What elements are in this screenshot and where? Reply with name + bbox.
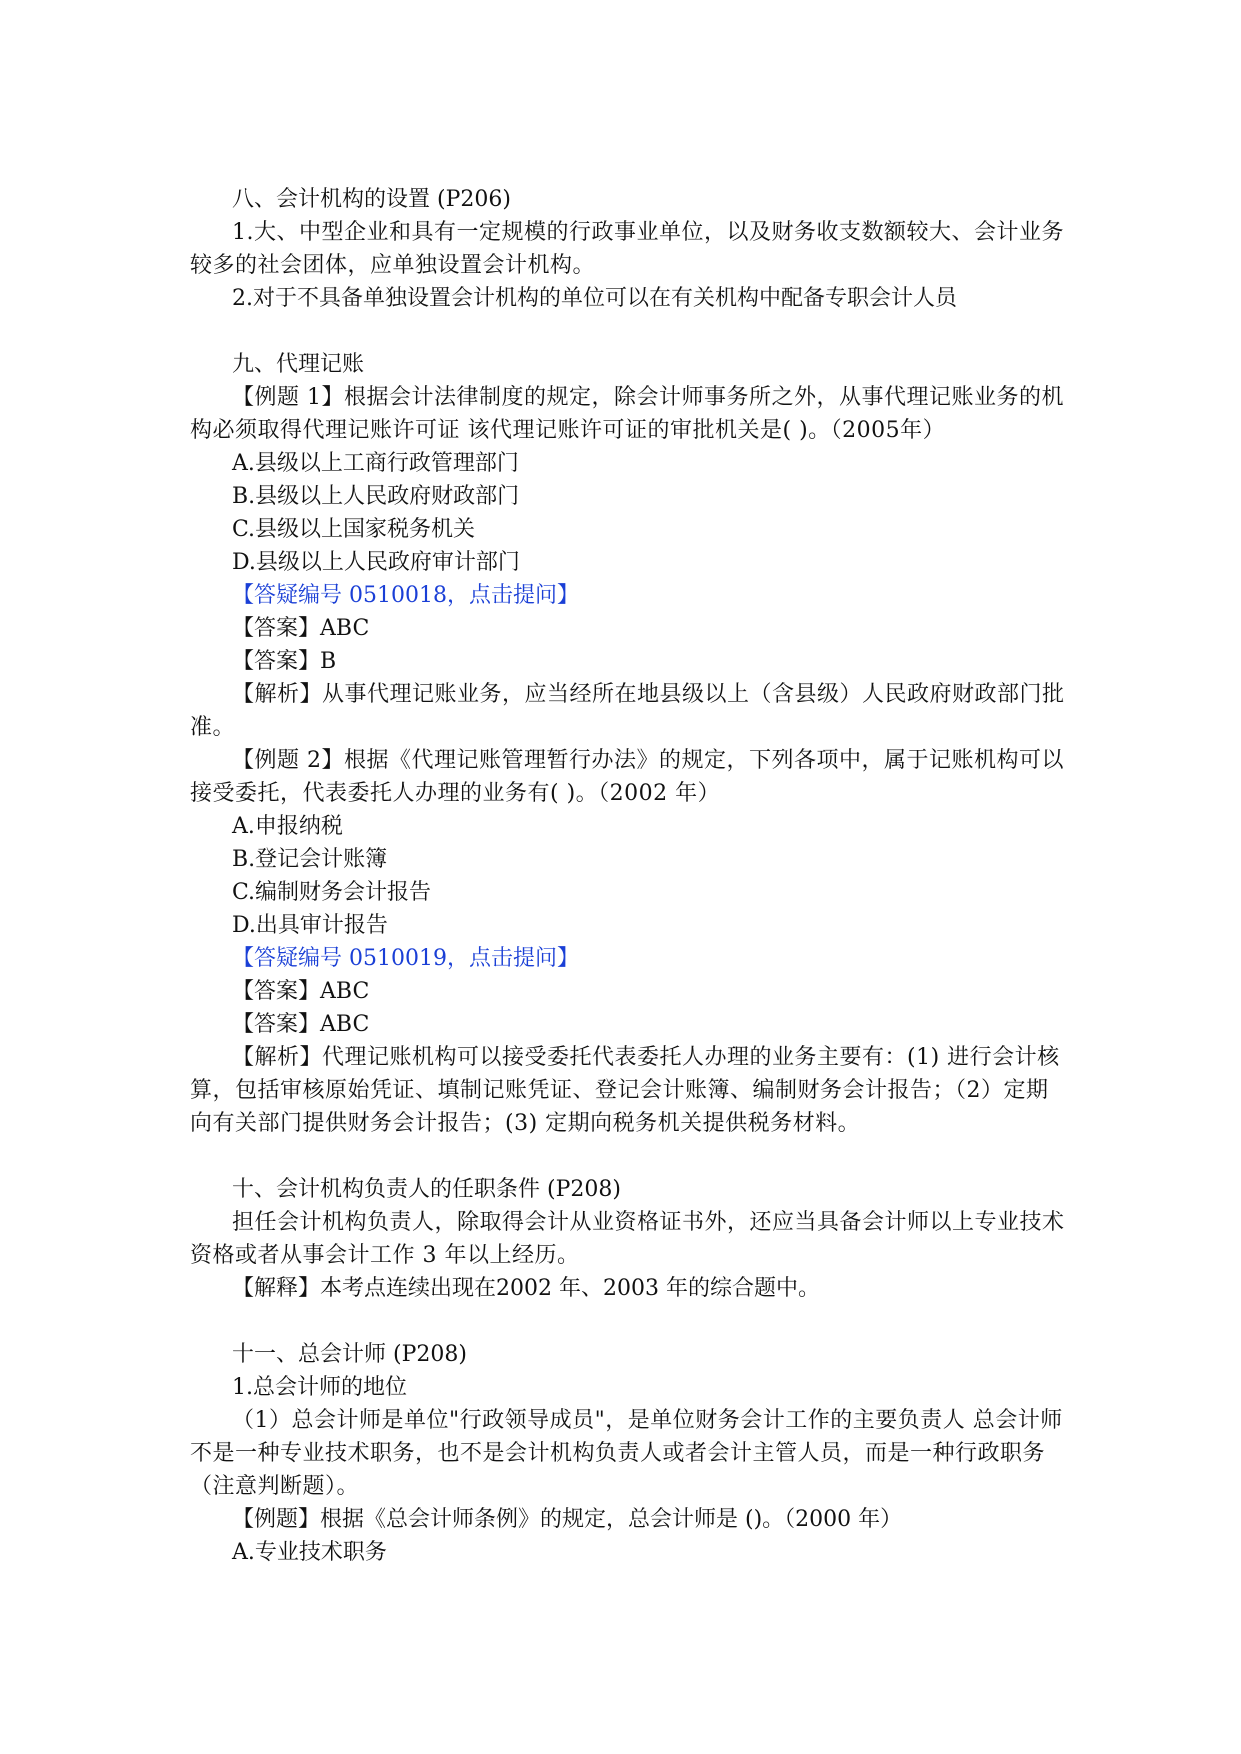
option-a: A.县级以上工商行政管理部门: [232, 451, 519, 476]
section-heading: 十一、总会计师 (P208): [232, 1342, 467, 1367]
ask-question-link[interactable]: 【答疑编号 0510018，点击提问】: [232, 583, 579, 608]
spacer: [190, 315, 1070, 348]
option-a: A.专业技术职务: [232, 1540, 387, 1565]
example-question: 【例题】根据《总会计师条例》的规定，总会计师是 ()。（2000 年）: [232, 1507, 903, 1532]
option-d: D.出具审计报告: [232, 913, 388, 938]
option-b: B.登记会计账簿: [232, 847, 388, 872]
section-heading: 十、会计机构负责人的任职条件 (P208): [232, 1177, 621, 1202]
document-body: [190, 183, 1070, 1569]
answer: 【答案】ABC: [232, 1012, 370, 1037]
explanation: 【解释】本考点连续出现在2002 年、2003 年的综合题中。: [232, 1276, 820, 1301]
paragraph: 担任会计机构负责人，除取得会计从业资格证书外，还应当具备会计师以上专业技术资格或者从事会计工作 3 年以上经历。: [190, 1210, 1065, 1268]
option-c: C.编制财务会计报告: [232, 880, 432, 905]
paragraph: 1.大、中型企业和具有一定规模的行政事业单位，以及财务收支数额较大、会计业务较多的社会团体，应单独设置会计机构。: [190, 220, 1064, 278]
option-a: A.申报纳税: [232, 814, 343, 839]
spacer: [190, 1305, 1070, 1338]
spacer: [190, 1140, 1070, 1173]
option-d: D.县级以上人民政府审计部门: [232, 550, 520, 575]
option-c: C.县级以上国家税务机关: [232, 517, 476, 542]
answer: 【答案】ABC: [232, 616, 370, 641]
answer: 【答案】ABC: [232, 979, 370, 1004]
example-question: 【例题 1】根据会计法律制度的规定，除会计师事务所之外，从事代理记账业务的机构必须取得代理记账许可证 该代理记账许可证的审批机关是( )。（2005年）: [190, 385, 1064, 443]
section-heading: 八、会计机构的设置 (P206): [232, 187, 511, 212]
analysis: 【解析】从事代理记账业务，应当经所在地县级以上（含县级）人民政府财政部门批准。: [190, 682, 1065, 740]
answer: 【答案】B: [232, 649, 337, 674]
ask-question-link[interactable]: 【答疑编号 0510019，点击提问】: [232, 946, 579, 971]
paragraph: （1）总会计师是单位"行政领导成员"，是单位财务会计工作的主要负责人 总会计师不是一种专业技术职务，也不是会计机构负责人或者会计主管人员，而是一种行政职务（注意判断题）。: [190, 1408, 1063, 1499]
section-heading: 九、代理记账: [232, 352, 365, 377]
subheading: 1.总会计师的地位: [232, 1375, 407, 1400]
option-b: B.县级以上人民政府财政部门: [232, 484, 520, 509]
analysis: 【解析】代理记账机构可以接受委托代表委托人办理的业务主要有：(1) 进行会计核算，包括审核原始凭证、填制记账凭证、登记会计账簿、编制财务会计报告；（2）定期向有关部门提供财务会计报告；(3) 定期向税务机关提供税务材料。: [190, 1045, 1060, 1136]
example-question: 【例题 2】根据《代理记账管理暂行办法》的规定，下列各项中，属于记账机构可以接受委托，代表委托人办理的业务有( )。（2002 年）: [190, 748, 1064, 806]
paragraph: 2.对于不具备单独设置会计机构的单位可以在有关机构中配备专职会计人员: [232, 286, 957, 311]
